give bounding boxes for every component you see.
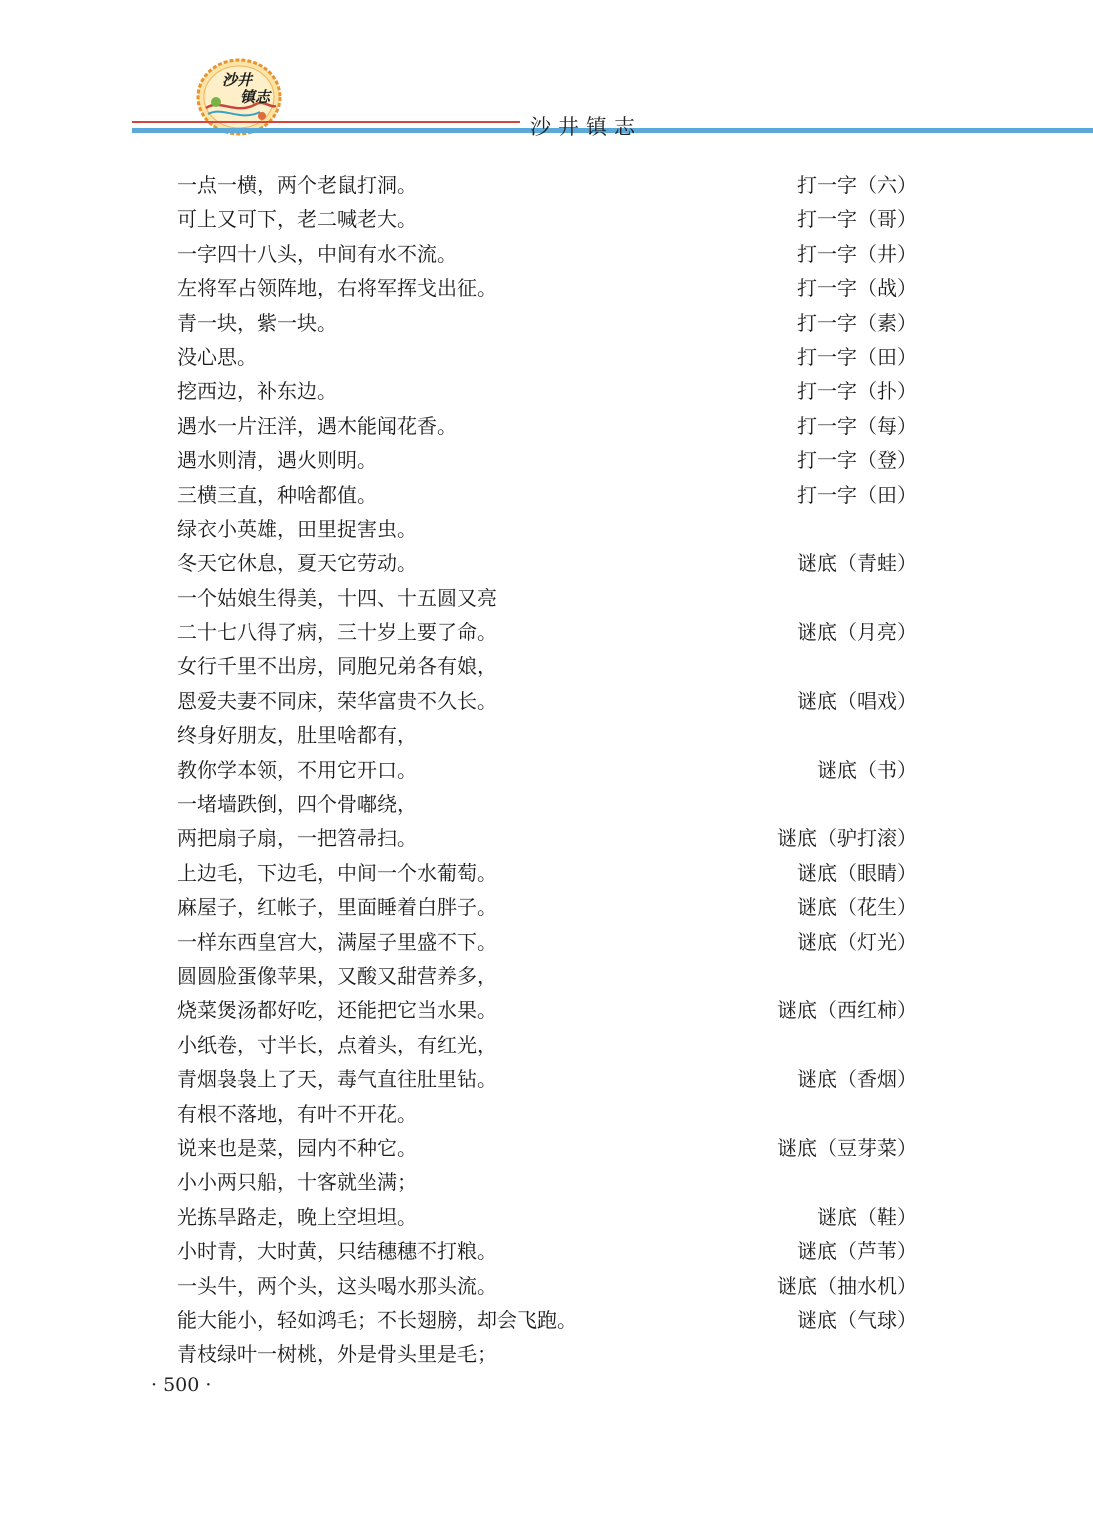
- riddle-line: [0, 821, 1093, 855]
- riddle-line: [0, 374, 1093, 408]
- riddle-text: 圆圆脸蛋像苹果，又酸又甜营养多，: [177, 963, 497, 988]
- riddle-answer: 谜底（抽水机）: [777, 1273, 917, 1298]
- riddle-text: 一个姑娘生得美，十四、十五圆又亮: [177, 585, 497, 610]
- riddle-text: 小纸卷，寸半长，点着头，有红光，: [177, 1032, 497, 1057]
- riddle-text: 能大能小，轻如鸿毛；不长翅膀，却会飞跑。: [177, 1307, 577, 1332]
- riddle-answer: 打一字（田）: [797, 482, 917, 507]
- riddle-text: 三横三直，种啥都值。: [177, 482, 377, 507]
- page-number: · 500 ·: [151, 1374, 212, 1396]
- riddle-text: 教你学本领，不用它开口。: [177, 757, 417, 782]
- riddle-text: 终身好朋友，肚里啥都有，: [177, 723, 417, 748]
- riddle-answer: 谜底（驴打滚）: [777, 826, 917, 851]
- riddle-text: 有根不落地，有叶不开花。: [177, 1101, 417, 1126]
- riddle-text: 遇水则清，遇火则明。: [177, 448, 377, 473]
- riddle-line: [0, 1303, 1093, 1337]
- riddle-answer: 谜底（气球）: [797, 1307, 917, 1332]
- riddle-answer: 谜底（青蛙）: [797, 551, 917, 576]
- svg-text:镇志: 镇志: [240, 88, 271, 106]
- riddle-line: [0, 787, 1093, 821]
- riddle-text: 上边毛，下边毛，中间一个水葡萄。: [177, 860, 497, 885]
- riddle-answer: 打一字（每）: [797, 413, 917, 438]
- riddle-answer: 打一字（扑）: [797, 379, 917, 404]
- riddle-text: 一字四十八头，中间有水不流。: [177, 241, 457, 266]
- riddle-answer: 谜底（西红柿）: [777, 998, 917, 1023]
- riddle-line: [0, 202, 1093, 236]
- riddle-text: 冬天它休息，夏天它劳动。: [177, 551, 417, 576]
- riddle-line: [0, 1097, 1093, 1131]
- riddle-line: [0, 890, 1093, 924]
- riddle-line: [0, 1269, 1093, 1303]
- riddle-text: 一堵墙跌倒，四个骨嘟绕，: [177, 792, 417, 817]
- riddle-text: 绿衣小英雄，田里捉害虫。: [177, 516, 417, 541]
- riddle-line: [0, 856, 1093, 890]
- running-header-title: 沙井镇志: [530, 115, 642, 139]
- riddle-text: 麻屋子，红帐子，里面睡着白胖子。: [177, 895, 497, 920]
- riddle-line: [0, 1337, 1093, 1371]
- riddle-line: [0, 306, 1093, 340]
- riddle-answer: 打一字（六）: [797, 173, 917, 197]
- riddle-answer: 打一字（井）: [797, 241, 917, 266]
- riddle-answer: 谜底（香烟）: [797, 1067, 917, 1092]
- riddle-line: [0, 1028, 1093, 1062]
- riddle-answer: 谜底（眼睛）: [797, 860, 917, 885]
- riddle-text: 青一块，紫一块。: [177, 310, 337, 335]
- riddle-text: 一头牛，两个头，这头喝水那头流。: [177, 1273, 497, 1298]
- riddle-text: 挖西边，补东边。: [177, 379, 337, 404]
- riddle-text: 两把扇子扇，一把笤帚扫。: [177, 826, 417, 851]
- riddle-line: [0, 546, 1093, 580]
- riddle-text: 光拣旱路走，晚上空坦坦。: [177, 1204, 417, 1229]
- riddle-answer: 谜底（灯光）: [797, 929, 917, 954]
- riddle-line: [0, 718, 1093, 752]
- riddle-answer: 打一字（田）: [797, 344, 917, 369]
- town-chronicle-logo: [196, 58, 282, 136]
- riddle-line: [0, 340, 1093, 374]
- riddle-answer: 打一字（哥）: [797, 207, 917, 232]
- riddle-answer: 谜底（豆芽菜）: [777, 1135, 917, 1160]
- riddle-answer: 打一字（素）: [797, 310, 917, 335]
- svg-text:沙井: 沙井: [222, 71, 253, 89]
- riddle-text: 一样东西皇宫大，满屋子里盛不下。: [177, 929, 497, 954]
- riddle-answer: 谜底（芦苇）: [797, 1239, 917, 1264]
- riddle-text: 说来也是菜，园内不种它。: [177, 1135, 417, 1160]
- riddle-line: [0, 512, 1093, 546]
- riddle-text: 一点一横，两个老鼠打洞。: [177, 173, 417, 197]
- riddle-line: [0, 615, 1093, 649]
- riddle-answer: 谜底（书）: [817, 757, 917, 782]
- riddle-text: 可上又可下，老二喊老大。: [177, 207, 417, 232]
- riddle-line: [0, 237, 1093, 271]
- riddle-list: [0, 168, 1093, 1372]
- page-header: [0, 0, 1093, 150]
- riddle-text: 青烟袅袅上了天，毒气直往肚里钻。: [177, 1067, 497, 1092]
- riddle-answer: 打一字（登）: [797, 448, 917, 473]
- riddle-answer: 谜底（唱戏）: [797, 688, 917, 713]
- riddle-line: [0, 409, 1093, 443]
- riddle-answer: 打一字（战）: [797, 276, 917, 301]
- riddle-line: [0, 1165, 1093, 1199]
- header-red-rule: [132, 121, 520, 123]
- riddle-line: [0, 1200, 1093, 1234]
- riddle-line: [0, 925, 1093, 959]
- riddle-answer: 谜底（花生）: [797, 895, 917, 920]
- riddle-line: [0, 753, 1093, 787]
- riddle-text: 小时青，大时黄，只结穗穗不打粮。: [177, 1239, 497, 1264]
- riddle-text: 女行千里不出房，同胞兄弟各有娘，: [177, 654, 497, 679]
- riddle-text: 二十七八得了病，三十岁上要了命。: [177, 620, 497, 645]
- riddle-line: [0, 649, 1093, 683]
- riddle-text: 遇水一片汪洋，遇木能闻花香。: [177, 413, 457, 438]
- riddle-line: [0, 1131, 1093, 1165]
- riddle-answer: 谜底（鞋）: [817, 1204, 917, 1229]
- riddle-line: [0, 581, 1093, 615]
- riddle-text: 烧菜煲汤都好吃，还能把它当水果。: [177, 998, 497, 1023]
- riddle-text: 没心思。: [177, 344, 257, 369]
- riddle-line: [0, 168, 1093, 202]
- riddle-text: 小小两只船，十客就坐满；: [177, 1170, 417, 1195]
- riddle-answer: 谜底（月亮）: [797, 620, 917, 645]
- riddle-line: [0, 959, 1093, 993]
- riddle-text: 恩爱夫妻不同床，荣华富贵不久长。: [177, 688, 497, 713]
- riddle-line: [0, 1062, 1093, 1096]
- riddle-line: [0, 478, 1093, 512]
- riddle-text: 青枝绿叶一树桃，外是骨头里是毛；: [177, 1342, 497, 1367]
- riddle-line: [0, 271, 1093, 305]
- riddle-line: [0, 684, 1093, 718]
- riddle-text: 左将军占领阵地，右将军挥戈出征。: [177, 276, 497, 301]
- riddle-line: [0, 443, 1093, 477]
- riddle-line: [0, 993, 1093, 1027]
- riddle-line: [0, 1234, 1093, 1268]
